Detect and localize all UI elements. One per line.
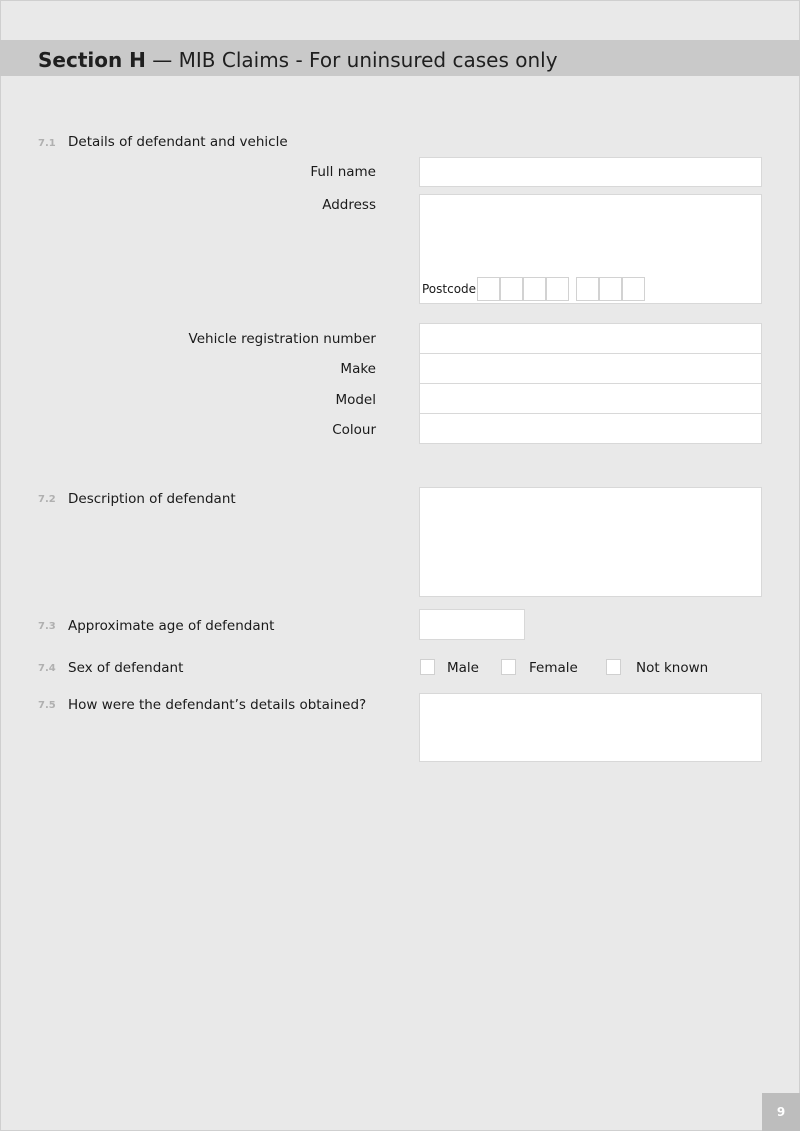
postcode-cell[interactable] (599, 277, 622, 301)
question-number-7-5: 7.5 (38, 700, 56, 711)
question-label-7-4: Sex of defendant (68, 660, 184, 676)
sex-male-checkbox[interactable] (420, 659, 435, 675)
sex-male-label: Male (447, 660, 479, 676)
section-title-text: — MIB Claims - For uninsured cases only (145, 48, 558, 72)
postcode-cell[interactable] (500, 277, 523, 301)
postcode-cell[interactable] (477, 277, 500, 301)
postcode-cell[interactable] (523, 277, 546, 301)
sex-not-known-label: Not known (636, 660, 709, 676)
question-label-7-3: Approximate age of defendant (68, 618, 275, 634)
question-number-7-3: 7.3 (38, 621, 56, 632)
question-number-7-2: 7.2 (38, 494, 56, 505)
question-number-7-1: 7.1 (38, 138, 56, 149)
address-label: Address (322, 197, 376, 213)
make-field[interactable] (419, 353, 762, 384)
sex-not-known-checkbox[interactable] (606, 659, 621, 675)
section-title (38, 48, 558, 72)
model-label: Model (335, 392, 376, 408)
postcode-cell[interactable] (622, 277, 645, 301)
question-label-7-2: Description of defendant (68, 491, 236, 507)
postcode-cell[interactable] (546, 277, 569, 301)
vehicle-registration-label: Vehicle registration number (188, 331, 376, 347)
question-number-7-4: 7.4 (38, 663, 56, 674)
sex-female-label: Female (529, 660, 578, 676)
question-label-7-5: How were the defendant’s details obtained? (68, 697, 367, 713)
page-number: 9 (762, 1093, 800, 1131)
colour-label: Colour (332, 422, 376, 438)
postcode-cell[interactable] (576, 277, 599, 301)
details-obtained-field[interactable] (419, 693, 762, 762)
postcode-label: Postcode (422, 282, 477, 296)
model-field[interactable] (419, 383, 762, 414)
full-name-label: Full name (310, 164, 376, 180)
full-name-field[interactable] (419, 157, 762, 187)
age-field[interactable] (419, 609, 525, 640)
question-label-7-1: Details of defendant and vehicle (68, 134, 288, 150)
vehicle-registration-field[interactable] (419, 323, 762, 354)
section-label: Section H (38, 48, 146, 72)
make-label: Make (340, 361, 376, 377)
colour-field[interactable] (419, 413, 762, 444)
sex-female-checkbox[interactable] (501, 659, 516, 675)
description-field[interactable] (419, 487, 762, 597)
